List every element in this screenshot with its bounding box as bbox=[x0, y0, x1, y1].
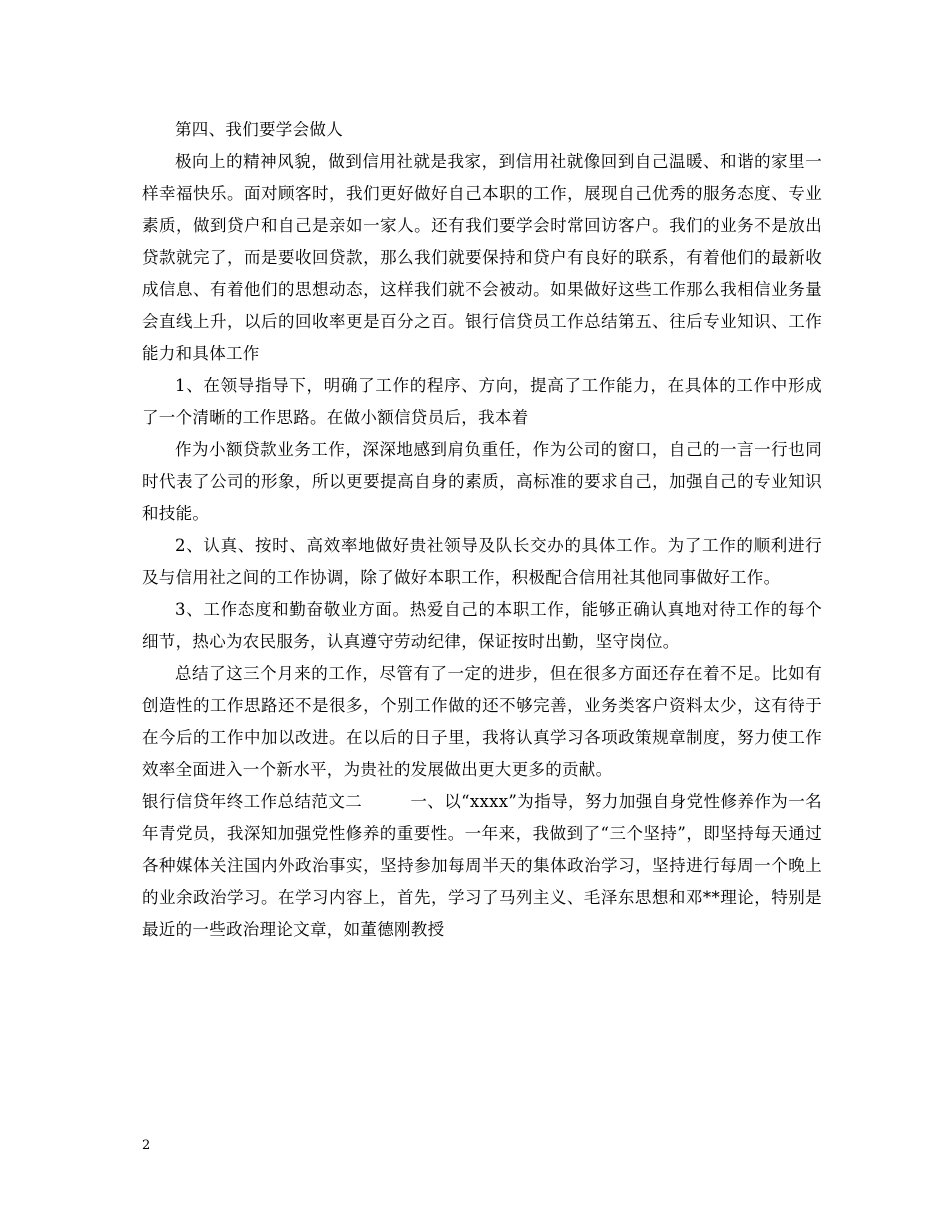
document-body bbox=[142, 114, 822, 946]
section-title: 银行信贷年终工作总结范文二 bbox=[142, 792, 363, 811]
section-text: 一、以“xxxx”为指导，努力加强自身党性修养作为一名年青党员，我深知加强党性修养的重要性。一年来，我做到了“三个坚持”，即坚持每天通过各种媒体关注国内外政治事实，坚持参加每周半天的集体政治学习，坚持进行每周一个晚上的业余政治学习。在学习内容上，首先，学习了马列主义、毛泽东思想和邓**理论，特别是最近的一些政治理论文章，如董德刚教授 bbox=[142, 792, 822, 939]
paragraph-5: 3、工作态度和勤奋敬业方面。热爱自己的本职工作，能够正确认真地对待工作的每个细节，热心为农民服务，认真遵守劳动纪律，保证按时出勤，坚守岗位。 bbox=[142, 600, 822, 651]
paragraph-3: 作为小额贷款业务工作，深深地感到肩负重任，作为公司的窗口，自己的一言一行也同时代表了公司的形象，所以更要提高自身的素质，高标准的要求自己，加强自己的专业知识和技能。 bbox=[142, 440, 822, 523]
paragraph-7 bbox=[142, 786, 822, 946]
page-number: 2 bbox=[142, 1138, 151, 1153]
paragraph-1: 极向上的精神风貌，做到信用社就是我家，到信用社就像回到自己温暖、和谐的家里一样幸福快乐。面对顾客时，我们更好做好自己本职的工作，展现自己优秀的服务态度、专业素质，做到贷户和自己是亲如一家人。还有我们要学会时常回访客户。我们的业务不是放出贷款就完了，而是要收回贷款，那么我们就要保持和贷户有良好的联系，有着他们的最新收成信息、有着他们的思想动态，这样我们就不会被动。如果做好这些工作那么我相信业务量会直线上升，以后的回收率更是百分之百。银行信贷员工作总结第五、往后专业知识、工作能力和具体工作 bbox=[142, 152, 822, 363]
paragraph-2: 1、在领导指导下，明确了工作的程序、方向，提高了工作能力，在具体的工作中形成了一个清晰的工作思路。在做小额信贷员后，我本着 bbox=[142, 376, 822, 427]
paragraph-heading-4: 第四、我们要学会做人 bbox=[175, 120, 343, 139]
paragraph-4: 2、认真、按时、高效率地做好贵社领导及队长交办的具体工作。为了工作的顺利进行及与信用社之间的工作协调，除了做好本职工作，积极配合信用社其他同事做好工作。 bbox=[142, 536, 822, 587]
paragraph-6: 总结了这三个月来的工作，尽管有了一定的进步，但在很多方面还存在着不足。比如有创造性的工作思路还不是很多，个别工作做的还不够完善，业务类客户资料太少，这有待于在今后的工作中加以改进。在以后的日子里，我将认真学习各项政策规章制度，努力使工作效率全面进入一个新水平，为贵社的发展做出更大更多的贡献。 bbox=[142, 664, 822, 779]
